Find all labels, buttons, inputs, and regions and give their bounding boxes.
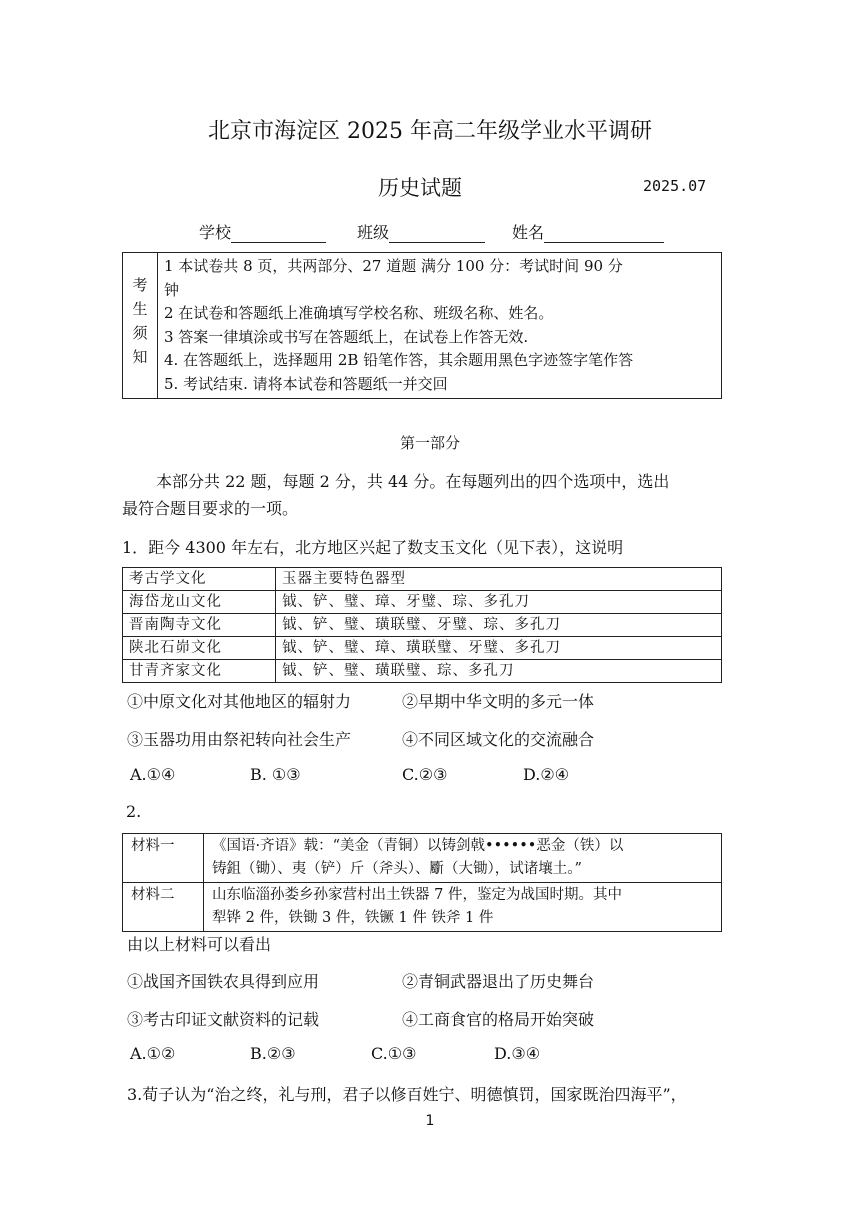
material2-text — [204, 883, 722, 932]
section-intro-line1: 本部分共 22 题，每题 2 分，共 44 分。在每题列出的四个选项中，选出 — [156, 472, 670, 491]
q2-choice-d: D.③④ — [494, 1044, 541, 1063]
q1-choice-b: B. ①③ — [250, 765, 301, 784]
school-field[interactable] — [199, 220, 326, 243]
material2-line: 犁铧 2 件，铁锄 3 件，铁镢 1 件 铁斧 1 件 — [212, 910, 494, 926]
material2-label: 材料二 — [123, 883, 204, 932]
notice-content — [158, 253, 722, 399]
table-header-cell: 玉器主要特色器型 — [276, 568, 722, 591]
exam-title: 北京市海淀区 2025 年高二年级学业水平调研 — [208, 119, 652, 144]
section-title: 第一部分 — [399, 434, 460, 452]
q1-choice-c: C.②③ — [402, 765, 448, 784]
q1-choice-a: A.①④ — [130, 765, 176, 784]
q2-option: ②青铜武器退出了历史舞台 — [402, 972, 595, 991]
q2-number: 2. — [126, 802, 142, 821]
table-row — [123, 883, 722, 932]
material1-line: 铸鉏（锄）、夷（铲）斤（斧头）、斸（大锄），试诸壤土。” — [212, 861, 582, 877]
notice-line: 2 在试卷和答题纸上准确填写学校名称、班级名称、姓名。 — [164, 304, 554, 322]
section-intro-line2: 最符合题目要求的一项。 — [122, 499, 299, 518]
notice-side-char: 生 — [132, 300, 148, 318]
q1-table — [122, 567, 722, 683]
table-header-cell: 考古学文化 — [123, 568, 276, 591]
material1-line: 《国语·齐语》载：“美金（青铜）以铸剑戟••••••恶金（铁）以 — [212, 838, 624, 854]
q2-option: ④工商食官的格局开始突破 — [402, 1010, 595, 1029]
notice-line: 1 本试卷共 8 页，共两部分、27 道题 满分 100 分：考试时间 90 分 — [164, 257, 623, 275]
table-row — [123, 614, 722, 637]
table-cell: 海岱龙山文化 — [123, 591, 276, 614]
table-row — [123, 637, 722, 660]
q2-choice-a: A.①② — [130, 1044, 176, 1063]
q1-option: ④不同区域文化的交流融合 — [402, 730, 595, 749]
q2-materials-table — [122, 833, 722, 932]
q2-choice-b: B.②③ — [250, 1044, 296, 1063]
notice-side-label — [123, 253, 158, 399]
q2-option: ①战国齐国铁农具得到应用 — [127, 972, 320, 991]
table-cell: 甘青齐家文化 — [123, 660, 276, 683]
notice-side-char: 知 — [132, 348, 148, 366]
notice-side-char: 考 — [132, 276, 148, 294]
material1-text — [204, 834, 722, 883]
class-field[interactable] — [357, 220, 485, 243]
notice-box — [122, 252, 722, 399]
school-label: 学校 — [199, 223, 232, 242]
exam-subtitle: 历史试题 — [378, 176, 462, 200]
table-cell: 钺、铲、璧、璋、牙璧、琮、多孔刀 — [276, 591, 722, 614]
q2-lead: 由以上材料可以看出 — [127, 935, 272, 954]
exam-date: 2025.07 — [643, 177, 707, 195]
page-number: 1 — [425, 1113, 435, 1129]
material1-label: 材料一 — [123, 834, 204, 883]
table-cell: 钺、铲、璧、璜联璧、牙璧、琮、多孔刀 — [276, 614, 722, 637]
notice-line: 4. 在答题纸上，选择题用 2B 铅笔作答，其余题用黑色字迹签字笔作答 — [164, 351, 634, 369]
table-cell: 钺、铲、璧、璜联璧、琮、多孔刀 — [276, 660, 722, 683]
q3-stem: 3.荀子认为“治之终，礼与刑，君子以修百姓宁、明德慎罚，国家既治四海平”， — [127, 1085, 687, 1104]
name-label: 姓名 — [512, 223, 545, 242]
q1-option: ②早期中华文明的多元一体 — [402, 692, 595, 711]
table-cell: 钺、铲、璧、璋、璜联璧、牙璧、多孔刀 — [276, 637, 722, 660]
name-field[interactable] — [512, 220, 664, 243]
table-row — [123, 834, 722, 883]
school-blank[interactable] — [231, 226, 326, 243]
class-label: 班级 — [357, 223, 390, 242]
q1-option: ③玉器功用由祭祀转向社会生产 — [127, 730, 352, 749]
q1-stem: 1．距今 4300 年左右，北方地区兴起了数支玉文化（见下表），这说明 — [122, 538, 624, 557]
notice-line: 钟 — [164, 280, 180, 299]
notice-line: 5. 考试结束. 请将本试卷和答题纸一并交回 — [164, 374, 448, 393]
notice-side-char: 须 — [132, 324, 148, 342]
q1-choice-d: D.②④ — [523, 765, 570, 784]
table-cell: 晋南陶寺文化 — [123, 614, 276, 637]
q2-option: ③考古印证文献资料的记载 — [127, 1010, 320, 1029]
notice-line: 3 答案一律填涂或书写在答题纸上，在试卷上作答无效. — [164, 327, 529, 346]
q1-option: ①中原文化对其他地区的辐射力 — [127, 692, 352, 711]
q2-choice-c: C.①③ — [371, 1044, 417, 1063]
class-blank[interactable] — [389, 226, 485, 243]
material2-line: 山东临淄孙娄乡孙家营村出土铁器 7 件，鉴定为战国时期。其中 — [212, 887, 622, 903]
table-row — [123, 660, 722, 683]
table-cell: 陕北石峁文化 — [123, 637, 276, 660]
table-header-row — [123, 568, 722, 591]
table-row — [123, 591, 722, 614]
name-blank[interactable] — [544, 226, 664, 243]
